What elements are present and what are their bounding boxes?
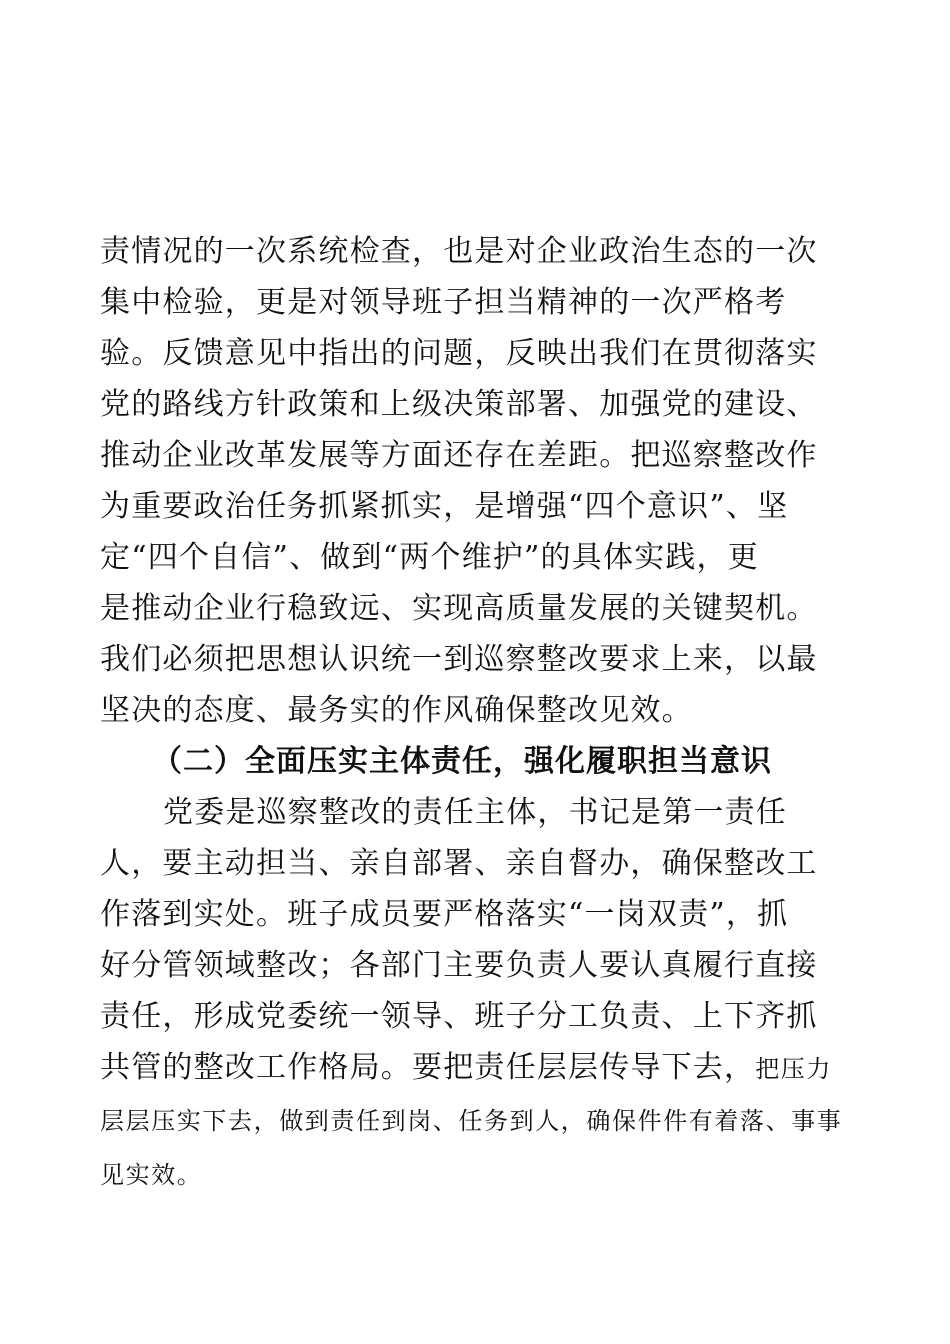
paragraph-line: 集中检验，更是对领导班子担当精神的一次严格考	[100, 285, 787, 320]
paragraph-line: 责情况的一次系统检查，也是对企业政治生态的一次	[100, 234, 818, 269]
paragraph-line	[100, 1048, 832, 1089]
paragraph-line: 好分管领域整改；各部门主要负责人要认真履行直接	[100, 948, 818, 983]
paragraph-line: 坚决的态度、最务实的作风确保整改见效。	[100, 693, 693, 728]
paragraph-line-small: 见实效。	[100, 1161, 203, 1189]
paragraph-line-main: 共管的整改工作格局。要把责任层层传导下去，	[100, 1050, 756, 1085]
paragraph-line: 人，要主动担当、亲自部署、亲自督办，确保整改工	[100, 846, 818, 881]
paragraph-line: 党的路线方针政策和上级决策部署、加强党的建设、	[100, 387, 818, 422]
paragraph-line: 验。反馈意见中指出的问题，反映出我们在贯彻落实	[100, 336, 818, 371]
paragraph-line: 作落到实处。班子成员要严格落实“一岗双责”，抓	[100, 897, 789, 932]
paragraph-line: 责任，形成党委统一领导、班子分工负责、上下齐抓	[100, 999, 818, 1034]
paragraph-line: 我们必须把思想认识统一到巡察整改要求上来，以最	[100, 642, 818, 677]
paragraph-line-small: 层层压实下去，做到责任到岗、任务到人，确保件件有着落、事事	[100, 1107, 843, 1135]
paragraph-line: 定“四个自信”、做到“两个维护”的具体实践，更	[100, 540, 759, 575]
section-heading: （二）全面压实主体责任，强化履职担当意识	[152, 744, 772, 779]
paragraph-line-tail: 把压力	[755, 1055, 833, 1083]
paragraph-line: 推动企业改革发展等方面还存在差距。把巡察整改作	[100, 438, 818, 473]
paragraph-line: 党委是巡察整改的责任主体，书记是第一责任	[163, 795, 787, 830]
paragraph-line: 是推动企业行稳致远、实现高质量发展的关键契机。	[100, 591, 818, 626]
paragraph-line: 为重要政治任务抓紧抓实，是增强“四个意识”、坚	[100, 489, 789, 524]
